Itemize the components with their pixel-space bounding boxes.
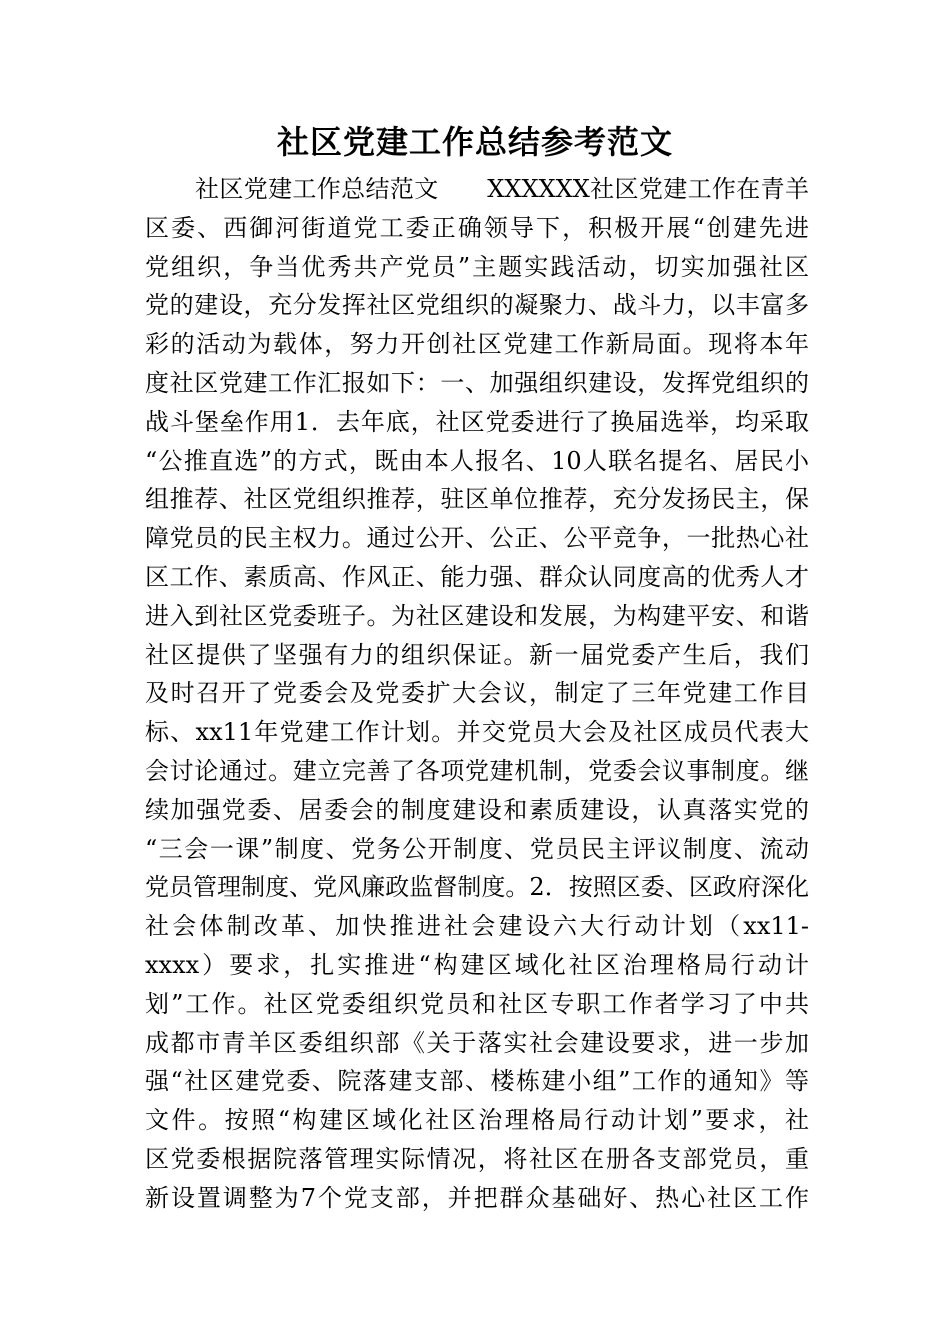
body-line: 划”工作。社区党委组织党员和社区专职工作者学习了中共: [145, 989, 809, 1018]
document-title: 社区党建工作总结参考范文: [276, 123, 673, 161]
body-line: 区党委根据院落管理实际情况，将社区在册各支部党员，重: [145, 1144, 809, 1173]
body-line: 进入到社区党委班子。为社区建设和发展，为构建平安、和谐: [145, 601, 809, 630]
body-line: 党的建设，充分发挥社区党组织的凝聚力、战斗力，以丰富多: [145, 291, 809, 320]
body-line: 区委、西御河街道党工委正确领导下，积极开展“创建先进: [145, 213, 809, 242]
body-line: 战斗堡垒作用1．去年底，社区党委进行了换届选举，均采取: [145, 407, 809, 436]
document-body: [145, 170, 809, 1218]
body-line: 社区党建工作总结范文 XXXXXX社区党建工作在青羊: [195, 175, 809, 203]
body-line: “公推直选”的方式，既由本人报名、10人联名提名、居民小: [145, 446, 809, 475]
body-line: xxxx）要求，扎实推进“构建区域化社区治理格局行动计: [145, 950, 809, 979]
body-line: 社区提供了坚强有力的组织保证。新一届党委产生后，我们: [145, 640, 809, 669]
body-line: 强“社区建党委、院落建支部、楼栋建小组”工作的通知》等: [145, 1067, 809, 1096]
body-line: 度社区党建工作汇报如下：一、加强组织建设，发挥党组织的: [145, 368, 809, 397]
body-line: 会讨论通过。建立完善了各项党建机制，党委会议事制度。继: [145, 756, 809, 785]
body-line: 彩的活动为载体，努力开创社区党建工作新局面。现将本年: [145, 330, 809, 359]
body-line: 成都市青羊区委组织部《关于落实社会建设要求，进一步加: [145, 1028, 809, 1057]
body-line: 及时召开了党委会及党委扩大会议，制定了三年党建工作目: [145, 679, 809, 708]
body-line: “三会一课”制度、党务公开制度、党员民主评议制度、流动: [145, 834, 809, 863]
body-line: 党组织，争当优秀共产党员”主题实践活动，切实加强社区: [145, 252, 809, 281]
body-line: 新设置调整为7个党支部，并把群众基础好、热心社区工作: [145, 1183, 809, 1212]
body-line: 党员管理制度、党风廉政监督制度。2．按照区委、区政府深化: [145, 873, 809, 902]
body-line: 区工作、素质高、作风正、能力强、群众认同度高的优秀人才: [145, 562, 809, 591]
body-line: 障党员的民主权力。通过公开、公正、公平竞争，一批热心社: [145, 524, 809, 553]
body-line: 社会体制改革、加快推进社会建设六大行动计划（xx11-: [145, 912, 809, 941]
body-line: 标、xx11年党建工作计划。并交党员大会及社区成员代表大: [145, 718, 809, 747]
body-line: 文件。按照“构建区域化社区治理格局行动计划”要求，社: [145, 1106, 809, 1135]
body-line: 续加强党委、居委会的制度建设和素质建设，认真落实党的: [145, 795, 809, 824]
body-line: 组推荐、社区党组织推荐，驻区单位推荐，充分发扬民主，保: [145, 485, 809, 514]
